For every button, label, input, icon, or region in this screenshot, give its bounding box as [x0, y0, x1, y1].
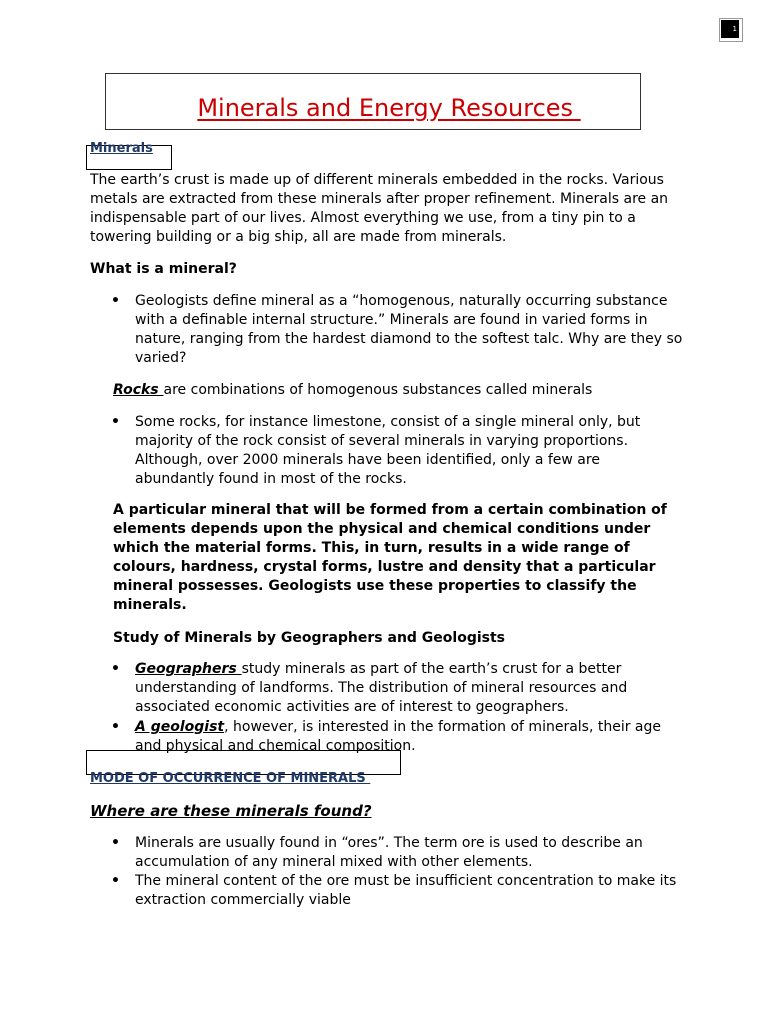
geologist-term: A geologist: [135, 719, 225, 735]
page-number: 1: [721, 20, 739, 38]
bullet-symbol: •: [111, 873, 120, 889]
geographers-text: study minerals as part of the earth’s crust for a better understanding of landforms. The distribution of mineral resources and associated economic activities are of interest to geographers.: [135, 661, 628, 715]
bullet-symbol: •: [111, 719, 120, 735]
rocks-definition: are combinations of homogenous substances called minerals: [163, 382, 593, 398]
bullet-concentration: The mineral content of the ore must be insufficient concentration to make its extraction commercially viable: [135, 873, 677, 908]
rocks-line: [113, 381, 683, 400]
what-is-mineral-heading: What is a mineral?: [90, 261, 237, 277]
rocks-term: Rocks: [113, 382, 164, 398]
bullet-some-rocks: Some rocks, for instance limestone, consist of a single mineral only, but majority of the rock consist of several minerals in varying proportions. Although, over 2000 minerals have been identified, only a few are abundantly found in most of the rocks.: [135, 414, 641, 487]
geographers-term: Geographers: [135, 661, 242, 677]
minerals-heading: Minerals: [90, 141, 153, 156]
where-heading: Where are these minerals found?: [90, 802, 372, 820]
page-number-box: [719, 18, 743, 42]
bullet-geologists-define: Geologists define mineral as a “homogenous, naturally occurring substance with a definable internal structure.” Minerals are found in varied forms in nature, ranging from the hardest diamond to the softest talc. Why are they so varied?: [135, 293, 683, 366]
bullet-symbol: •: [111, 293, 120, 309]
formation-paragraph: A particular mineral that will be formed from a certain combination of elements depends upon the physical and chemical conditions under which the material forms. This, in turn, results in a wide range of colours, hardness, crystal forms, lustre and density that a particular mineral possesses. Geologists use these properties to classify the minerals.: [113, 502, 667, 613]
bullet-ores: Minerals are usually found in “ores”. The term ore is used to describe an accumulation of any mineral mixed with other elements.: [135, 835, 643, 870]
page-title: Minerals and Energy Resources: [197, 94, 581, 122]
bullet-symbol: •: [111, 661, 120, 677]
mode-heading: MODE OF OCCURRENCE OF MINERALS: [90, 771, 371, 786]
geologist-text: , however, is interested in the formation of minerals, their age and physical and chemical composition.: [135, 719, 662, 754]
bullet-symbol: •: [111, 414, 120, 430]
bullet-geographers: [135, 660, 683, 717]
study-heading: Study of Minerals by Geographers and Geologists: [113, 630, 505, 646]
intro-paragraph: The earth’s crust is made up of different minerals embedded in the rocks. Various metals are extracted from these minerals after proper refinement. Minerals are an indispensable part of our lives. Almost everything we use, from a tiny pin to a towering building or a big ship, all are made from minerals.: [90, 172, 669, 245]
bullet-symbol: •: [111, 835, 120, 851]
